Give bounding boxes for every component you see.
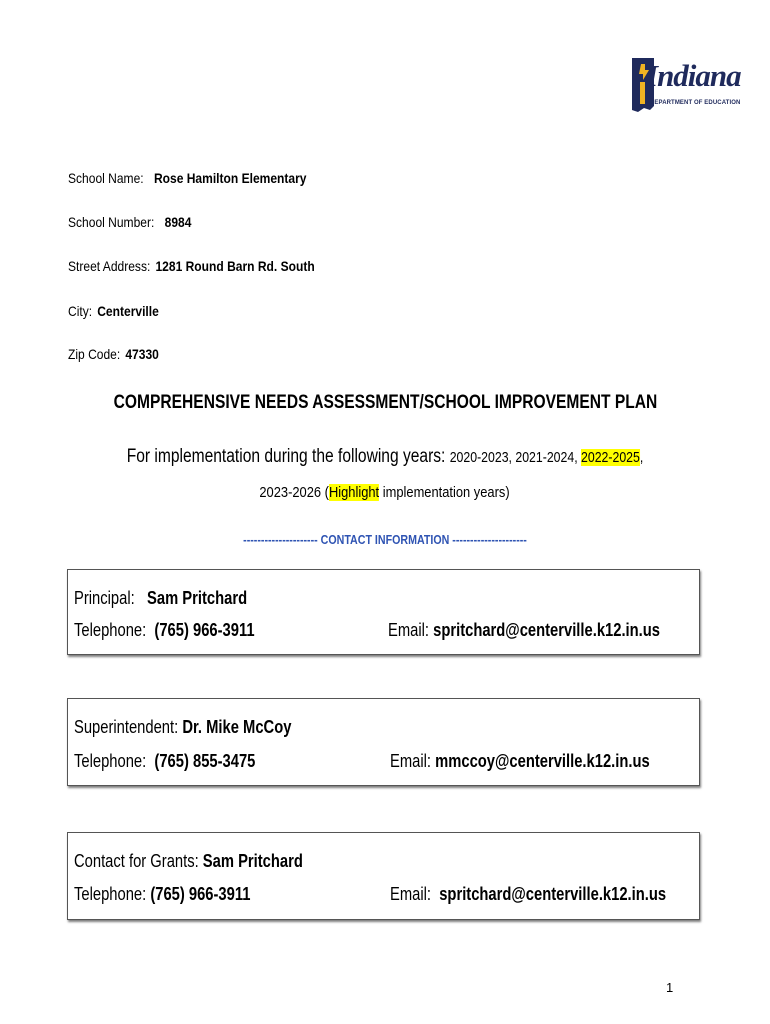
grants-contact-name: Sam Pritchard: [202, 851, 303, 871]
zip-code-row: [68, 346, 159, 362]
grants-email[interactable]: spritchard@centerville.k12.in.us: [439, 884, 667, 904]
city-value: Centerville: [97, 303, 159, 319]
implementation-years: 2020-2023, 2021-2024,: [449, 449, 582, 466]
implementation-trail: ,: [639, 449, 644, 466]
principal-name: Sam Pritchard: [147, 588, 248, 608]
implementation-years-line: [0, 446, 770, 468]
grants-email-label: Email:: [390, 884, 432, 904]
superintendent-line: [74, 717, 291, 738]
principal-label: Principal:: [74, 588, 135, 608]
zip-code-label: Zip Code:: [68, 346, 121, 362]
logo-wordmark: Indiana: [646, 58, 741, 93]
superintendent-phone: (765) 855-3475: [154, 751, 256, 771]
highlight-word: Highlight: [329, 484, 380, 501]
street-address-value: 1281 Round Barn Rd. South: [155, 258, 315, 274]
school-number-label: School Number:: [68, 214, 155, 230]
principal-phone: (765) 966-3911: [154, 620, 255, 640]
superintendent-phone-label: Telephone:: [74, 751, 147, 771]
zip-code-value: 47330: [125, 346, 159, 362]
superintendent-email-label: Email:: [390, 751, 432, 771]
superintendent-label: Superintendent:: [74, 717, 179, 737]
principal-email[interactable]: spritchard@centerville.k12.in.us: [433, 620, 660, 640]
implementation-years-line-2: [0, 484, 770, 501]
implementation-line2-rest: implementation years): [379, 484, 511, 501]
logo-subtitle: DEPARTMENT OF EDUCATION: [650, 100, 741, 106]
principal-email-label: Email:: [388, 620, 430, 640]
street-address-row: [68, 258, 315, 274]
contact-information-header: [0, 532, 770, 547]
principal-email-line: [388, 620, 660, 641]
document-title-text: COMPREHENSIVE NEEDS ASSESSMENT/SCHOOL IMPROVEMENT PLAN: [113, 392, 657, 413]
street-address-label: Street Address:: [68, 258, 151, 274]
page-number: 1: [666, 980, 674, 995]
grants-phone-label: Telephone:: [74, 884, 147, 904]
grants-email-line: [390, 884, 666, 905]
contact-box-superintendent: [67, 698, 700, 786]
superintendent-name: Dr. Mike McCoy: [182, 717, 292, 737]
city-row: [68, 303, 159, 319]
school-name-label: School Name:: [68, 170, 144, 186]
superintendent-email[interactable]: mmccoy@centerville.k12.in.us: [435, 751, 650, 771]
city-label: City:: [68, 303, 93, 319]
contact-box-grants: [67, 832, 700, 920]
indiana-doe-logo: [628, 56, 740, 114]
highlighted-years: 2022-2025: [581, 449, 640, 466]
school-name-row: [68, 170, 307, 186]
contact-information-header-text: --------------------- CONTACT INFORMATION ---------------------: [243, 532, 527, 547]
principal-phone-label: Telephone:: [74, 620, 147, 640]
document-title: [0, 392, 770, 414]
school-name-value: Rose Hamilton Elementary: [153, 170, 307, 186]
principal-line: [74, 588, 247, 609]
school-number-row: [68, 214, 191, 230]
implementation-line2-years: 2023-2026 (: [259, 484, 330, 501]
grants-phone: (765) 966-3911: [150, 884, 251, 904]
principal-phone-line: [74, 620, 255, 641]
implementation-lead: For implementation during the following years:: [126, 446, 450, 467]
school-number-value: 8984: [164, 214, 192, 230]
grants-phone-line: [74, 884, 250, 905]
contact-box-principal: [67, 569, 700, 655]
grants-contact-label: Contact for Grants:: [74, 851, 199, 871]
grants-contact-line: [74, 851, 303, 872]
superintendent-phone-line: [74, 751, 255, 772]
superintendent-email-line: [390, 751, 650, 772]
